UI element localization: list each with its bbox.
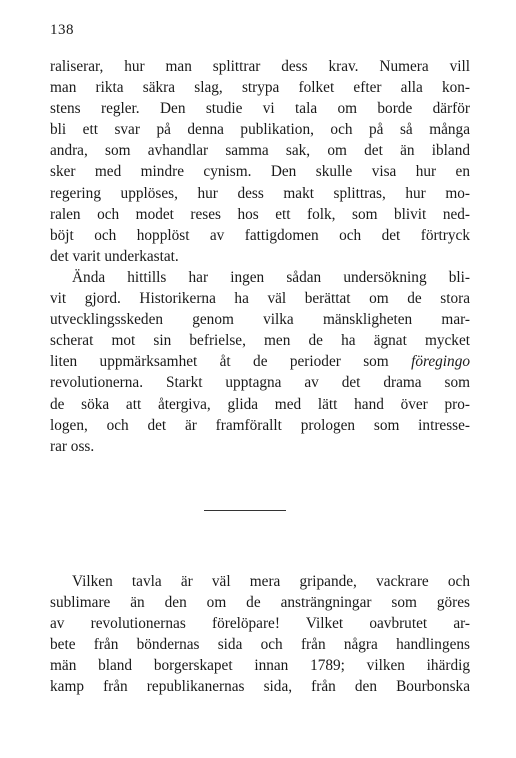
text-line xyxy=(50,140,470,161)
page-number: 138 xyxy=(50,22,74,38)
text-line xyxy=(50,288,470,309)
text-segment: man rikta säkra slag, strypa folket efter alla kon- xyxy=(50,79,470,97)
text-segment: sker med mindre cynism. Den skulle visa hur en xyxy=(50,163,470,181)
text-segment: andra, som avhandlar samma sak, om det än ibland xyxy=(50,142,470,160)
text-line xyxy=(50,634,470,655)
text-segment: revolutionerna. Starkt upptagna av det drama som xyxy=(50,374,470,392)
text-segment: regering upplöses, hur dess makt splittras, hur mo- xyxy=(50,184,470,202)
text-segment: rar oss. xyxy=(50,437,95,455)
text-segment: det varit underkastat. xyxy=(50,247,179,265)
paragraph-2 xyxy=(50,267,470,457)
text-block-top xyxy=(50,56,470,457)
text-segment: kamp från republikanernas sida, från den Bourbonska xyxy=(50,678,470,696)
text-segment: bli ett svar på denna publikation, och på så många xyxy=(50,121,470,139)
text-line xyxy=(50,119,470,140)
text-line xyxy=(50,267,470,288)
text-segment: Vilken tavla är väl mera gripande, vackrare och xyxy=(72,573,470,590)
text-segment: logen, och det är framförallt prologen som intresse- xyxy=(50,416,470,434)
text-line xyxy=(50,351,470,372)
text-segment: vit gjord. Historikerna ha väl berättat om de stora xyxy=(50,290,470,308)
text-segment: Ända hittills har ingen sådan undersökning bli- xyxy=(72,268,470,286)
text-line xyxy=(50,225,470,246)
text-segment: ralen och modet reses hos ett folk, som blivit ned- xyxy=(50,205,470,223)
section-divider xyxy=(204,510,286,511)
text-line xyxy=(50,330,470,351)
text-line xyxy=(50,655,470,676)
text-line xyxy=(50,415,470,436)
text-line xyxy=(50,676,470,697)
text-line xyxy=(50,161,470,182)
text-segment: män bland borgerskapet innan 1789; vilken ihärdig xyxy=(50,657,470,675)
text-line xyxy=(50,372,470,393)
text-segment: böjt och hopplöst av fattigdomen och det förtryck xyxy=(50,226,470,244)
text-segment: de söka att återgiva, glida med lätt hand över pro- xyxy=(50,395,470,413)
text-segment: bete från böndernas sida och från några handlingens xyxy=(50,636,470,654)
text-line xyxy=(50,309,470,330)
text-line xyxy=(50,592,470,613)
text-block-bottom xyxy=(50,571,470,698)
text-line xyxy=(50,77,470,98)
text-segment: stens regler. Den studie vi tala om borde därför xyxy=(50,100,470,118)
text-segment: sublimare än den om de ansträngningar som göres xyxy=(50,594,470,612)
text-segment: liten uppmärksamhet åt de perioder som xyxy=(50,353,412,371)
text-line xyxy=(50,204,470,225)
text-segment: utvecklingsskeden genom vilka mänskligheten mar- xyxy=(50,311,470,329)
paragraph-3 xyxy=(50,571,470,698)
text-segment: av revolutionernas förelöpare! Vilket oavbrutet ar- xyxy=(50,615,470,633)
paragraph-1 xyxy=(50,56,470,267)
text-line xyxy=(50,613,470,634)
text-line xyxy=(50,246,470,267)
text-line xyxy=(50,98,470,119)
text-segment: scherat mot sin befrielse, men de ha ägnat mycket xyxy=(50,332,470,350)
text-segment: raliserar, hur man splittrar dess krav. Numera vill xyxy=(50,58,470,75)
italic-word: föregingo xyxy=(411,353,470,371)
text-line xyxy=(50,183,470,204)
text-line xyxy=(50,571,470,592)
text-line xyxy=(50,394,470,415)
text-line xyxy=(50,436,470,457)
text-line xyxy=(50,56,470,77)
